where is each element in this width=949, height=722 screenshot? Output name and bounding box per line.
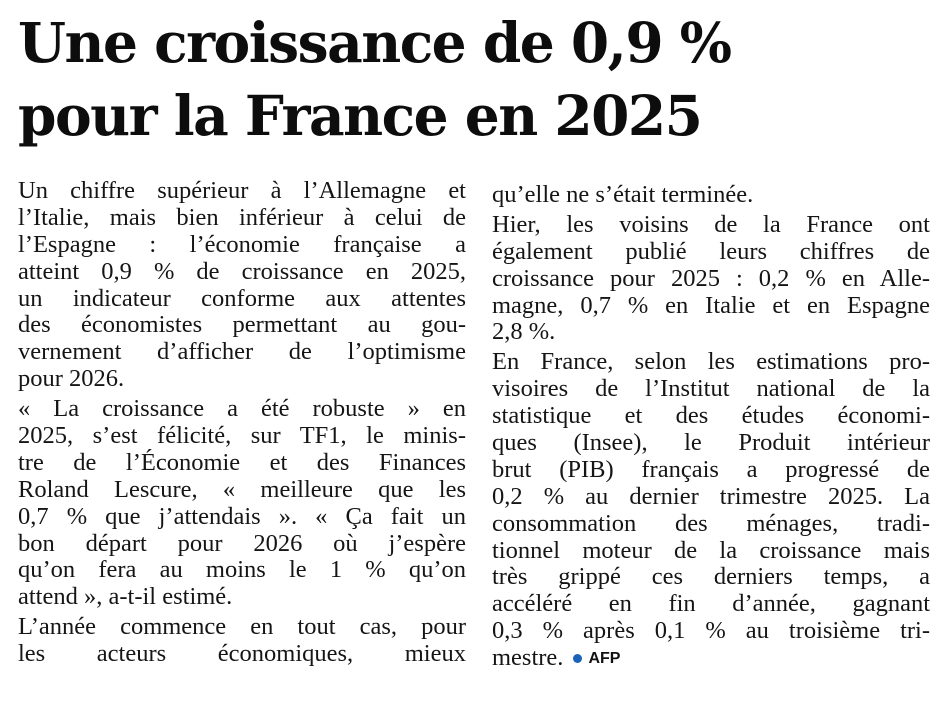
body-text-line: croissance pour 2025 : 0,2 % en Alle- [492, 264, 930, 292]
body-text-line: l’Espagne : l’économie française a [18, 230, 466, 258]
body-text-line: tre de l’Économie et des Finances [18, 448, 466, 476]
headline-line-1: Une croissance de 0,9 % [18, 10, 731, 75]
body-text-line: tionnel moteur de la croissance mais [492, 536, 930, 564]
body-text-line: pour 2026. [18, 365, 125, 393]
body-text-line: Roland Lescure, « meilleure que les [18, 475, 466, 503]
body-text-line: Hier, les voisins de la France ont [492, 210, 930, 238]
right-column-body [492, 182, 930, 645]
body-text-line: Un chiffre supérieur à l’Allemagne et [18, 177, 466, 204]
body-text-line: l’Italie, mais bien inférieur à celui de [18, 203, 466, 231]
body-text-line: magne, 0,7 % en Italie et en Espagne [492, 291, 930, 319]
source-credit: AFP [588, 650, 621, 668]
body-text-line: très grippé ces derniers temps, a [492, 563, 930, 591]
body-text-line: consommation des ménages, tradi- [492, 509, 930, 537]
bullet-icon [573, 654, 582, 663]
closing-line [492, 645, 930, 672]
body-text-line: des économistes permettant au gou- [18, 311, 466, 339]
body-text-line: bon départ pour 2026 où j’espère [18, 529, 466, 557]
body-text-line: 0,7 % que j’attendais ». « Ça fait un [18, 502, 466, 530]
body-text-line: les acteurs économiques, mieux [18, 640, 466, 668]
body-text-line: L’année commence en tout cas, pour [18, 613, 466, 641]
body-text-line: statistique et des études économi- [492, 402, 930, 430]
article-column-right [492, 182, 930, 672]
body-text-line: vernement d’afficher de l’optimisme [18, 338, 466, 366]
article-column-left [18, 178, 466, 668]
body-text-line: brut (PIB) français a progressé de [492, 455, 930, 483]
body-text-line: 2,8 %. [492, 318, 556, 346]
body-text-line: 0,2 % au dernier trimestre 2025. La [492, 482, 930, 510]
body-text-line: ques (Insee), le Produit intérieur [492, 429, 930, 457]
body-text-line: accéléré en fin d’année, gagnant [492, 590, 930, 618]
body-text-line: un indicateur conforme aux attentes [18, 284, 466, 312]
body-text-line: visoires de l’Institut national de la [492, 375, 930, 403]
body-text-line: atteint 0,9 % de croissance en 2025, [18, 257, 466, 285]
article-headline [18, 6, 938, 152]
body-text-line: qu’on fera au moins le 1 % qu’on [18, 556, 466, 584]
body-text-line: qu’elle ne s’était terminée. [492, 181, 754, 208]
body-text-line: En France, selon les estimations pro- [492, 348, 930, 376]
body-text-line: également publié leurs chiffres de [492, 237, 930, 265]
closing-text: mestre. [492, 644, 564, 672]
headline-line-2: pour la France en 2025 [18, 83, 702, 148]
body-text-line: 2025, s’est félicité, sur TF1, le minis- [18, 422, 466, 450]
body-text-line: « La croissance a été robuste » en [18, 395, 466, 423]
body-text-line: 0,3 % après 0,1 % au troisième tri- [492, 617, 930, 645]
body-text-line: attend », a-t-il estimé. [18, 583, 233, 611]
